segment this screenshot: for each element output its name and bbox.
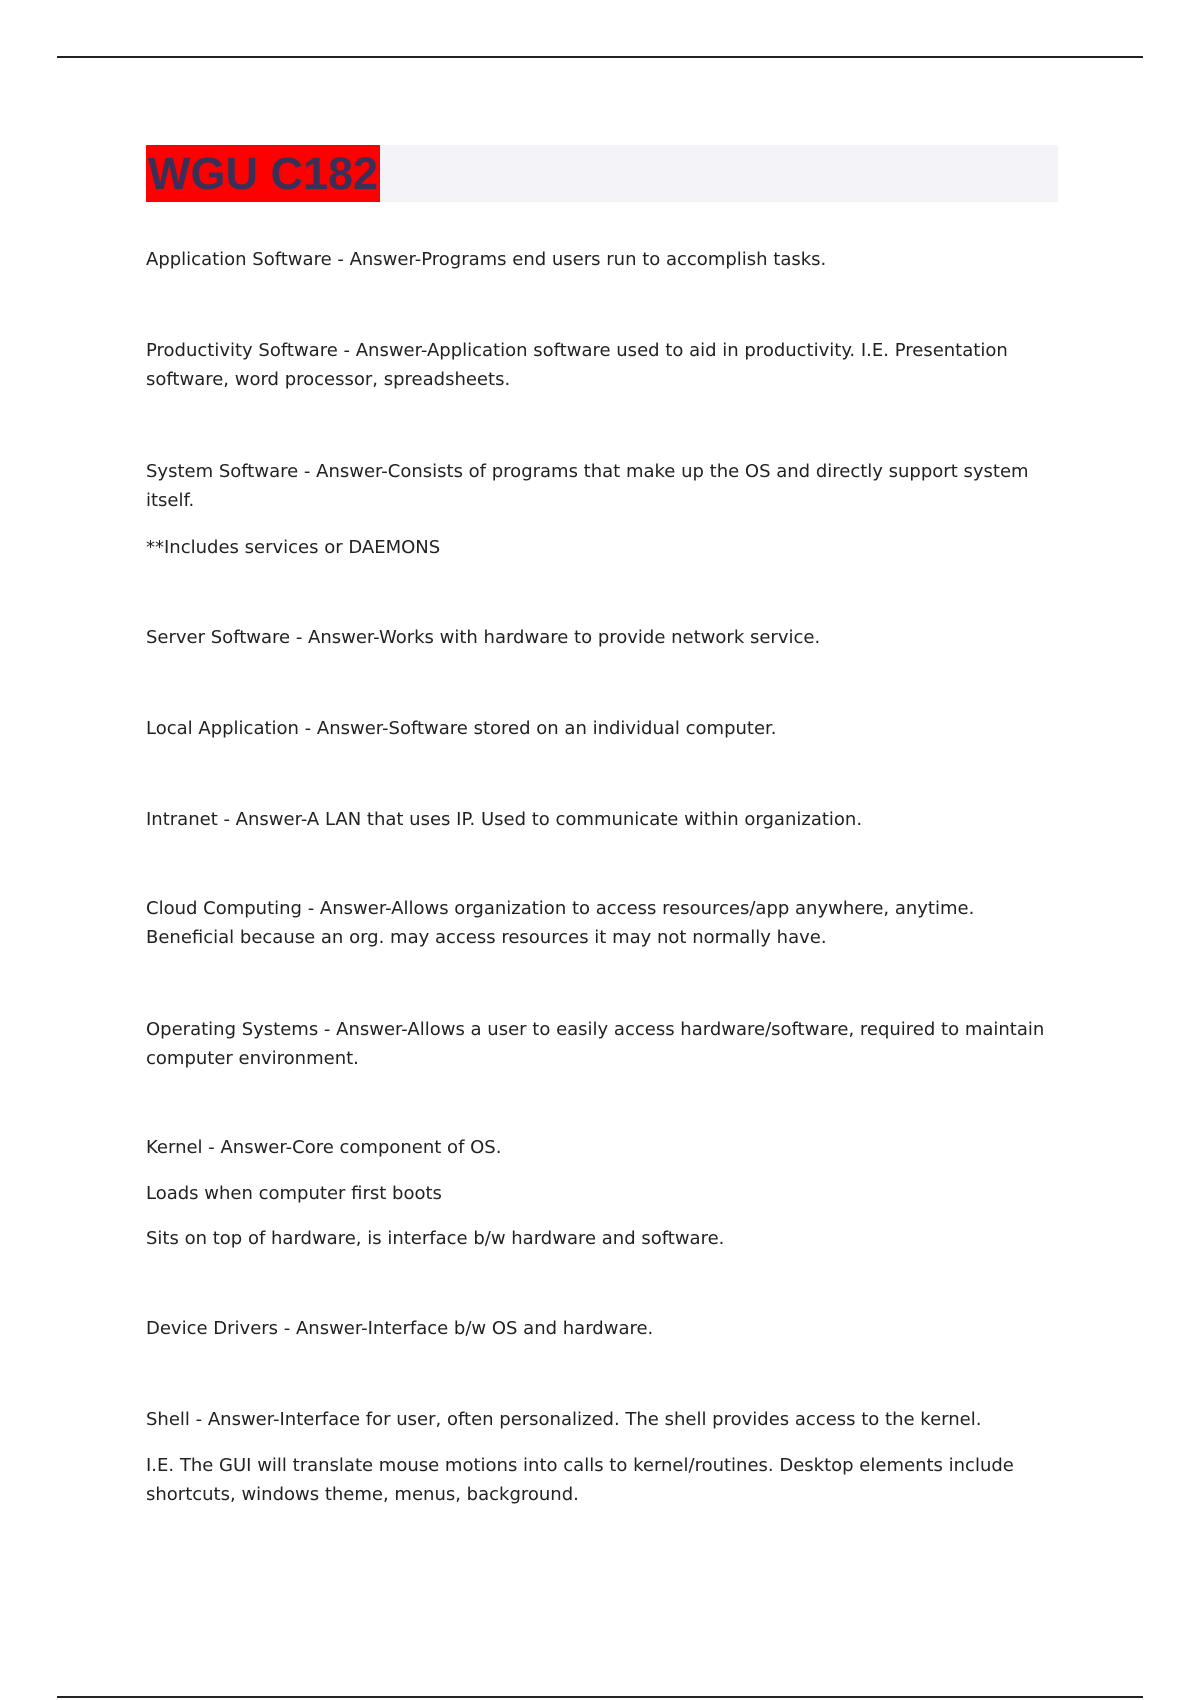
entry-application-software: Application Software - Answer-Programs end users run to accomplish tasks. xyxy=(146,249,827,270)
entry-shell: Shell - Answer-Interface for user, often personalized. The shell provides access to the kernel. xyxy=(146,1409,982,1430)
entry-shell-note: I.E. The GUI will translate mouse motions into calls to kernel/routines. Desktop elements include shortcuts, windows theme, menus, background. xyxy=(146,1455,1014,1505)
footer-rule xyxy=(57,1696,1143,1698)
entry-cloud-computing: Cloud Computing - Answer-Allows organization to access resources/app anywhere, anytime. Beneficial because an org. may access resources it may not normally have. xyxy=(146,898,975,948)
entry-server-software: Server Software - Answer-Works with hardware to provide network service. xyxy=(146,627,821,648)
document-title: WGU C182 xyxy=(146,145,380,202)
entry-productivity-software: Productivity Software - Answer-Application software used to aid in productivity. I.E. Presentation software, word processor, spreadsheets. xyxy=(146,340,1008,390)
entry-local-application: Local Application - Answer-Software stored on an individual computer. xyxy=(146,718,777,739)
entry-operating-systems: Operating Systems - Answer-Allows a user to easily access hardware/software, required to maintain computer environment. xyxy=(146,1019,1045,1069)
entry-device-drivers: Device Drivers - Answer-Interface b/w OS and hardware. xyxy=(146,1318,654,1339)
header-rule xyxy=(57,56,1143,58)
entry-kernel-note-1: Loads when computer first boots xyxy=(146,1183,442,1204)
entry-system-software-note: **Includes services or DAEMONS xyxy=(146,537,441,558)
entry-intranet: Intranet - Answer-A LAN that uses IP. Used to communicate within organization. xyxy=(146,809,863,830)
entry-kernel-note-2: Sits on top of hardware, is interface b/w hardware and software. xyxy=(146,1228,725,1249)
entry-kernel: Kernel - Answer-Core component of OS. xyxy=(146,1137,502,1158)
entry-system-software: System Software - Answer-Consists of programs that make up the OS and directly support system itself. xyxy=(146,461,1029,511)
